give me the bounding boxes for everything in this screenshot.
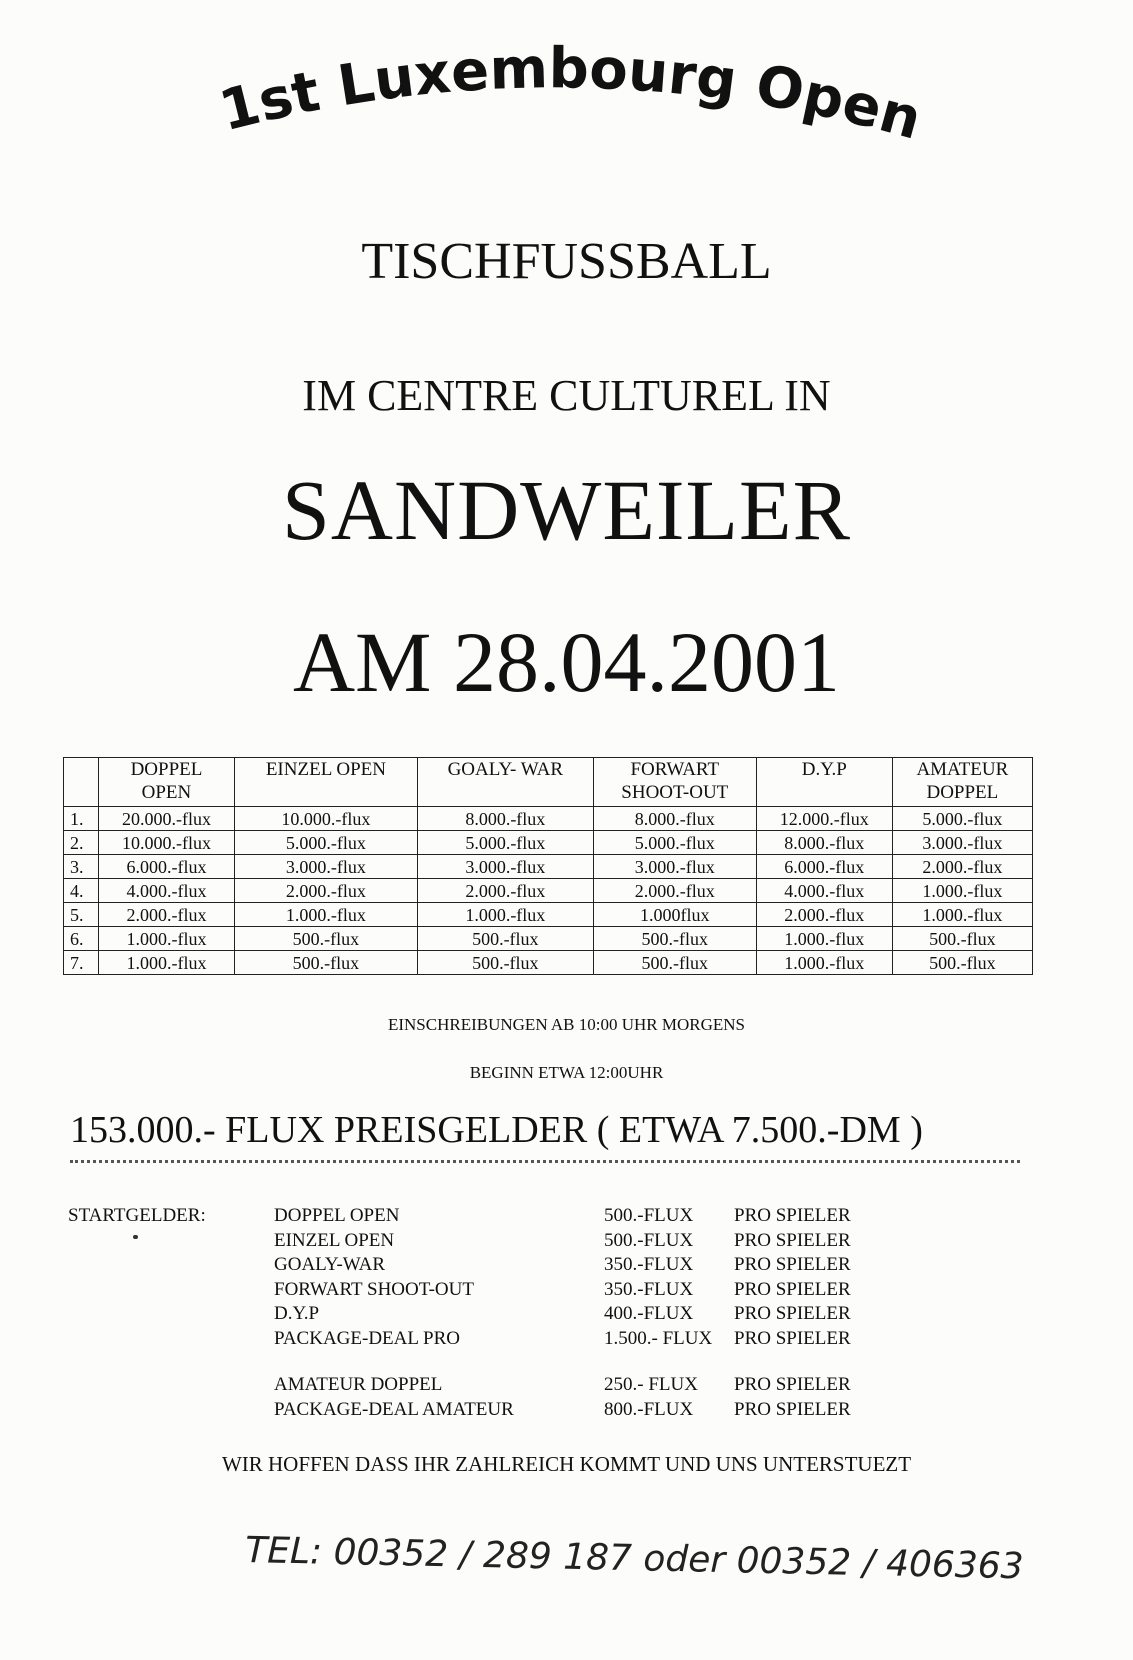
prize-cell: 2.000.-flux [99, 903, 235, 927]
fee-name: GOALY-WAR [274, 1254, 386, 1275]
table-row [64, 951, 1033, 975]
prize-cell: 1.000.-flux [99, 951, 235, 975]
prize-cell: 6.000.-flux [756, 855, 892, 879]
table-row [64, 903, 1033, 927]
prize-cell: 5.000.-flux [892, 807, 1032, 831]
handwritten-phone [245, 1510, 1125, 1590]
registration-info: EINSCHREIBUNGEN AB 10:00 UHR MORGENS [387, 1015, 746, 1034]
prize-table-header-cell: FORWART SHOOT-OUT [593, 758, 756, 807]
table-row [64, 879, 1033, 903]
fee-name: PACKAGE-DEAL PRO [274, 1327, 460, 1349]
prize-table-header-cell: DOPPEL OPEN [99, 758, 235, 807]
venue-heading: IM CENTRE CULTUREL IN [302, 371, 831, 420]
fee-amount: 800.-FLUX [604, 1398, 694, 1420]
fee-name: EINZEL OPEN [274, 1229, 395, 1251]
prize-cell: 1.000.-flux [417, 903, 593, 927]
rank-cell: 2. [64, 831, 99, 855]
rank-cell: 7. [64, 951, 99, 975]
prize-table-body [64, 807, 1033, 975]
fee-name: AMATEUR DOPPEL [274, 1374, 443, 1395]
prize-cell: 1.000.-flux [892, 879, 1032, 903]
fee-per: PRO SPIELER [734, 1278, 851, 1300]
prize-table-header-cell: EINZEL OPEN [234, 758, 417, 807]
start-time-info: BEGINN ETWA 12:00UHR [469, 1063, 664, 1082]
prize-cell: 1.000.-flux [892, 903, 1032, 927]
date-heading: AM 28.04.2001 [292, 614, 841, 710]
prize-cell: 8.000.-flux [756, 831, 892, 855]
fee-amount: 350.-FLUX [604, 1278, 694, 1300]
fee-amount: 500.-FLUX [604, 1205, 694, 1226]
fee-per: PRO SPIELER [734, 1398, 851, 1420]
prize-cell: 1.000.-flux [99, 927, 235, 951]
fee-amount: 500.-FLUX [604, 1229, 694, 1251]
prize-cell: 3.000.-flux [593, 855, 756, 879]
event-title-text: 1st Luxembourg Open [213, 36, 929, 153]
fees-label: STARTGELDER: [68, 1205, 206, 1226]
prize-cell: 2.000.-flux [234, 879, 417, 903]
prize-table-header-cell: AMATEUR DOPPEL [892, 758, 1032, 807]
prize-table-header-cell [64, 758, 99, 807]
prize-table-header-cell: GOALY- WAR [417, 758, 593, 807]
prize-cell: 5.000.-flux [593, 831, 756, 855]
prize-table [63, 757, 1033, 975]
prize-cell: 8.000.-flux [417, 807, 593, 831]
prize-cell: 10.000.-flux [99, 831, 235, 855]
prize-cell: 1.000.-flux [756, 951, 892, 975]
prize-cell: 3.000.-flux [234, 855, 417, 879]
fee-name: DOPPEL OPEN [274, 1205, 400, 1226]
prize-cell: 500.-flux [417, 951, 593, 975]
fee-per: PRO SPIELER [734, 1254, 851, 1275]
fee-per: PRO SPIELER [734, 1374, 851, 1395]
prize-cell: 2.000.-flux [593, 879, 756, 903]
prize-cell: 1.000.-flux [234, 903, 417, 927]
handwritten-phone-text: TEL: 00352 / 289 187 oder 00352 / 406363 [245, 1530, 1024, 1588]
table-row [64, 855, 1033, 879]
prize-cell: 2.000.-flux [417, 879, 593, 903]
dotted-divider [70, 1160, 1020, 1163]
fee-name: PACKAGE-DEAL AMATEUR [274, 1398, 514, 1420]
sport-heading: TISCHFUSSBALL [361, 233, 772, 290]
prize-cell: 10.000.-flux [234, 807, 417, 831]
prize-cell: 500.-flux [892, 951, 1032, 975]
fee-per: PRO SPIELER [734, 1327, 851, 1349]
prize-cell: 1.000flux [593, 903, 756, 927]
prize-cell: 6.000.-flux [99, 855, 235, 879]
prize-cell: 20.000.-flux [99, 807, 235, 831]
table-row [64, 831, 1033, 855]
prize-cell: 500.-flux [234, 951, 417, 975]
rank-cell: 1. [64, 807, 99, 831]
fee-amount: 1.500.- FLUX [604, 1327, 713, 1349]
table-row [64, 927, 1033, 951]
fee-per: PRO SPIELER [734, 1303, 851, 1324]
prize-cell: 500.-flux [234, 927, 417, 951]
fee-per: PRO SPIELER [734, 1205, 851, 1226]
prize-cell: 3.000.-flux [417, 855, 593, 879]
prize-cell: 3.000.-flux [892, 831, 1032, 855]
prize-total: 153.000.- FLUX PREISGELDER ( ETWA 7.500.-DM ) [70, 1109, 923, 1151]
prize-table-header-cell: D.Y.P [756, 758, 892, 807]
table-row [64, 807, 1033, 831]
prize-cell: 4.000.-flux [756, 879, 892, 903]
prize-cell: 5.000.-flux [417, 831, 593, 855]
prize-cell: 500.-flux [892, 927, 1032, 951]
fee-amount: 250.- FLUX [604, 1374, 698, 1395]
fee-name: D.Y.P [274, 1303, 320, 1324]
prize-cell: 500.-flux [417, 927, 593, 951]
rank-cell: 4. [64, 879, 99, 903]
prize-cell: 2.000.-flux [756, 903, 892, 927]
prize-cell: 500.-flux [593, 951, 756, 975]
closing-message: WIR HOFFEN DASS IHR ZAHLREICH KOMMT UND UNS UNTERSTUEZT [221, 1452, 912, 1476]
rank-cell: 6. [64, 927, 99, 951]
fee-per: PRO SPIELER [734, 1229, 851, 1251]
prize-cell: 500.-flux [593, 927, 756, 951]
prize-table-header-row [64, 758, 1033, 807]
fee-amount: 400.-FLUX [604, 1303, 694, 1324]
prize-cell: 4.000.-flux [99, 879, 235, 903]
fee-amount: 350.-FLUX [604, 1254, 694, 1275]
rank-cell: 3. [64, 855, 99, 879]
fee-name: FORWART SHOOT-OUT [274, 1278, 474, 1300]
paper-speck [133, 1235, 138, 1239]
town-heading: SANDWEILER [282, 462, 851, 558]
prize-cell: 8.000.-flux [593, 807, 756, 831]
prize-cell: 2.000.-flux [892, 855, 1032, 879]
prize-cell: 1.000.-flux [756, 927, 892, 951]
prize-cell: 5.000.-flux [234, 831, 417, 855]
rank-cell: 5. [64, 903, 99, 927]
event-title [140, 30, 1000, 210]
prize-cell: 12.000.-flux [756, 807, 892, 831]
